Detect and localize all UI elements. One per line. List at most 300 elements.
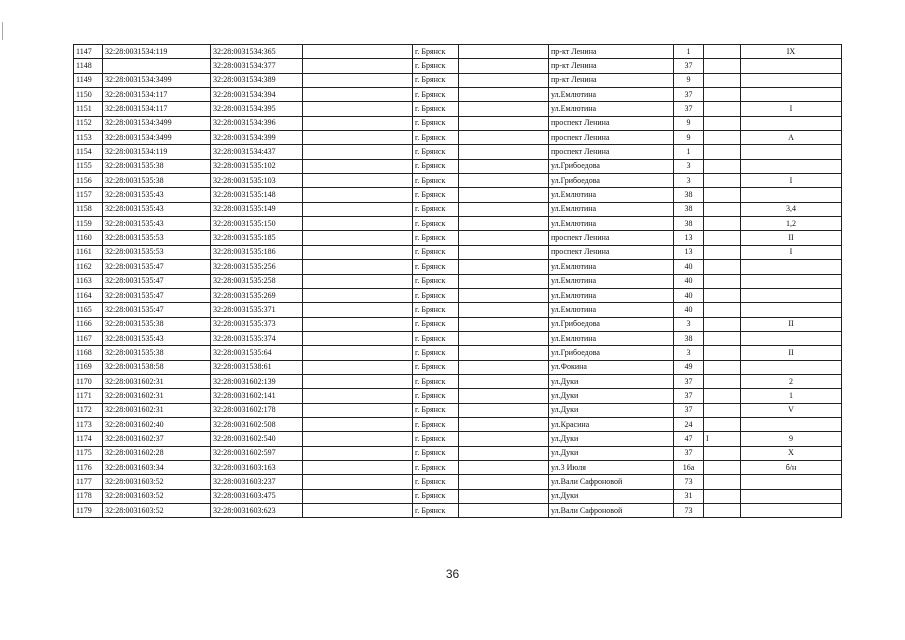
city-cell: г. Брянск xyxy=(413,475,459,489)
premises-number-cell xyxy=(741,188,842,202)
parent-cadastral-number-cell: 32:28:0031535:38 xyxy=(103,159,211,173)
empty-cell xyxy=(459,73,549,87)
record-number-cell: 1152 xyxy=(74,116,103,130)
parent-cadastral-number-cell: 32:28:0031534:117 xyxy=(103,102,211,116)
building-cell xyxy=(704,331,741,345)
table-row xyxy=(74,504,842,518)
record-number-cell: 1175 xyxy=(74,446,103,460)
record-number-cell: 1161 xyxy=(74,245,103,259)
house-number-cell: 37 xyxy=(674,59,704,73)
building-cell xyxy=(704,88,741,102)
table-row xyxy=(74,45,842,59)
premises-number-cell xyxy=(741,73,842,87)
empty-cell xyxy=(303,346,413,360)
empty-cell xyxy=(303,131,413,145)
house-number-cell: 1 xyxy=(674,45,704,59)
table-row xyxy=(74,159,842,173)
city-cell: г. Брянск xyxy=(413,432,459,446)
premises-number-cell xyxy=(741,116,842,130)
table-row xyxy=(74,73,842,87)
record-number-cell: 1167 xyxy=(74,331,103,345)
premises-number-cell: 3,4 xyxy=(741,202,842,216)
premises-number-cell xyxy=(741,288,842,302)
parent-cadastral-number-cell: 32:28:0031538:58 xyxy=(103,360,211,374)
empty-cell xyxy=(303,331,413,345)
empty-cell xyxy=(303,260,413,274)
building-cell xyxy=(704,45,741,59)
premises-number-cell: 1,2 xyxy=(741,217,842,231)
house-number-cell: 13 xyxy=(674,245,704,259)
empty-cell xyxy=(459,331,549,345)
building-cell xyxy=(704,374,741,388)
record-number-cell: 1149 xyxy=(74,73,103,87)
empty-cell xyxy=(459,460,549,474)
parent-cadastral-number-cell: 32:28:0031602:28 xyxy=(103,446,211,460)
empty-cell xyxy=(459,231,549,245)
premises-number-cell: II xyxy=(741,317,842,331)
street-cell: ул.Дуки xyxy=(549,432,674,446)
table-row xyxy=(74,59,842,73)
city-cell: г. Брянск xyxy=(413,116,459,130)
house-number-cell: 38 xyxy=(674,188,704,202)
street-cell: ул.Грибоедова xyxy=(549,317,674,331)
building-cell xyxy=(704,446,741,460)
record-number-cell: 1157 xyxy=(74,188,103,202)
empty-cell xyxy=(303,188,413,202)
city-cell: г. Брянск xyxy=(413,460,459,474)
parent-cadastral-number-cell: 32:28:0031603:52 xyxy=(103,475,211,489)
parent-cadastral-number-cell: 32:28:0031534:3499 xyxy=(103,73,211,87)
building-cell xyxy=(704,145,741,159)
street-cell: ул.Емлютина xyxy=(549,188,674,202)
record-number-cell: 1168 xyxy=(74,346,103,360)
parent-cadastral-number-cell: 32:28:0031535:43 xyxy=(103,331,211,345)
premises-number-cell: II xyxy=(741,346,842,360)
house-number-cell: 9 xyxy=(674,116,704,130)
city-cell: г. Брянск xyxy=(413,145,459,159)
parent-cadastral-number-cell xyxy=(103,59,211,73)
parent-cadastral-number-cell: 32:28:0031603:34 xyxy=(103,460,211,474)
house-number-cell: 37 xyxy=(674,389,704,403)
parent-cadastral-number-cell: 32:28:0031534:117 xyxy=(103,88,211,102)
street-cell: пр-кт Ленина xyxy=(549,59,674,73)
house-number-cell: 24 xyxy=(674,417,704,431)
cadastral-number-cell: 32:28:0031535:374 xyxy=(211,331,303,345)
empty-cell xyxy=(459,217,549,231)
parent-cadastral-number-cell: 32:28:0031602:31 xyxy=(103,403,211,417)
premises-number-cell: А xyxy=(741,131,842,145)
city-cell: г. Брянск xyxy=(413,102,459,116)
record-number-cell: 1147 xyxy=(74,45,103,59)
parent-cadastral-number-cell: 32:28:0031535:47 xyxy=(103,303,211,317)
premises-number-cell xyxy=(741,504,842,518)
premises-number-cell xyxy=(741,489,842,503)
street-cell: ул.Дуки xyxy=(549,403,674,417)
street-cell: ул.Дуки xyxy=(549,446,674,460)
city-cell: г. Брянск xyxy=(413,303,459,317)
empty-cell xyxy=(459,446,549,460)
empty-cell xyxy=(459,360,549,374)
table-row xyxy=(74,188,842,202)
building-cell xyxy=(704,188,741,202)
building-cell xyxy=(704,403,741,417)
empty-cell xyxy=(303,102,413,116)
parent-cadastral-number-cell: 32:28:0031535:38 xyxy=(103,317,211,331)
empty-cell xyxy=(303,303,413,317)
table-row xyxy=(74,131,842,145)
cadastral-number-cell: 32:28:0031602:178 xyxy=(211,403,303,417)
house-number-cell: 3 xyxy=(674,346,704,360)
cadastral-number-cell: 32:28:0031535:186 xyxy=(211,245,303,259)
street-cell: ул.Дуки xyxy=(549,489,674,503)
cadastral-number-cell: 32:28:0031603:623 xyxy=(211,504,303,518)
premises-number-cell xyxy=(741,260,842,274)
street-cell: ул.Емлютина xyxy=(549,274,674,288)
premises-number-cell: 2 xyxy=(741,374,842,388)
street-cell: ул.Красина xyxy=(549,417,674,431)
cadastral-number-cell: 32:28:0031535:102 xyxy=(211,159,303,173)
building-cell xyxy=(704,417,741,431)
empty-cell xyxy=(459,159,549,173)
empty-cell xyxy=(303,403,413,417)
table-row xyxy=(74,417,842,431)
record-number-cell: 1160 xyxy=(74,231,103,245)
empty-cell xyxy=(459,202,549,216)
record-number-cell: 1173 xyxy=(74,417,103,431)
table-row xyxy=(74,489,842,503)
table-body xyxy=(74,45,842,518)
record-number-cell: 1154 xyxy=(74,145,103,159)
city-cell: г. Брянск xyxy=(413,288,459,302)
record-number-cell: 1172 xyxy=(74,403,103,417)
cadastral-number-cell: 32:28:0031535:256 xyxy=(211,260,303,274)
empty-cell xyxy=(459,116,549,130)
record-number-cell: 1171 xyxy=(74,389,103,403)
street-cell: ул.Емлютина xyxy=(549,303,674,317)
building-cell xyxy=(704,317,741,331)
house-number-cell: 16а xyxy=(674,460,704,474)
house-number-cell: 9 xyxy=(674,73,704,87)
building-cell xyxy=(704,202,741,216)
street-cell: ул.Фокина xyxy=(549,360,674,374)
building-cell xyxy=(704,59,741,73)
premises-number-cell: X xyxy=(741,446,842,460)
house-number-cell: 73 xyxy=(674,504,704,518)
record-number-cell: 1179 xyxy=(74,504,103,518)
parent-cadastral-number-cell: 32:28:0031535:53 xyxy=(103,231,211,245)
empty-cell xyxy=(459,59,549,73)
empty-cell xyxy=(303,145,413,159)
house-number-cell: 37 xyxy=(674,88,704,102)
record-number-cell: 1165 xyxy=(74,303,103,317)
premises-number-cell xyxy=(741,417,842,431)
house-number-cell: 40 xyxy=(674,288,704,302)
empty-cell xyxy=(303,159,413,173)
empty-cell xyxy=(459,374,549,388)
cadastral-number-cell: 32:28:0031534:437 xyxy=(211,145,303,159)
parent-cadastral-number-cell: 32:28:0031535:43 xyxy=(103,188,211,202)
city-cell: г. Брянск xyxy=(413,504,459,518)
table-row xyxy=(74,102,842,116)
city-cell: г. Брянск xyxy=(413,346,459,360)
record-number-cell: 1148 xyxy=(74,59,103,73)
city-cell: г. Брянск xyxy=(413,446,459,460)
cadastral-number-cell: 32:28:0031535:258 xyxy=(211,274,303,288)
empty-cell xyxy=(459,489,549,503)
city-cell: г. Брянск xyxy=(413,331,459,345)
table-row xyxy=(74,403,842,417)
empty-cell xyxy=(459,188,549,202)
table-row xyxy=(74,475,842,489)
city-cell: г. Брянск xyxy=(413,245,459,259)
table-row xyxy=(74,446,842,460)
city-cell: г. Брянск xyxy=(413,489,459,503)
parent-cadastral-number-cell: 32:28:0031535:47 xyxy=(103,274,211,288)
city-cell: г. Брянск xyxy=(413,260,459,274)
parent-cadastral-number-cell: 32:28:0031535:53 xyxy=(103,245,211,259)
empty-cell xyxy=(303,432,413,446)
empty-cell xyxy=(459,88,549,102)
table-row xyxy=(74,217,842,231)
empty-cell xyxy=(459,403,549,417)
street-cell: ул.3 Июля xyxy=(549,460,674,474)
empty-cell xyxy=(459,45,549,59)
street-cell: ул.Грибоедова xyxy=(549,174,674,188)
building-cell xyxy=(704,116,741,130)
building-cell xyxy=(704,174,741,188)
street-cell: ул.Вали Сафроновой xyxy=(549,475,674,489)
street-cell: проспект Ленина xyxy=(549,116,674,130)
city-cell: г. Брянск xyxy=(413,159,459,173)
building-cell xyxy=(704,475,741,489)
building-cell xyxy=(704,274,741,288)
cadastral-number-cell: 32:28:0031602:597 xyxy=(211,446,303,460)
house-number-cell: 31 xyxy=(674,489,704,503)
building-cell xyxy=(704,260,741,274)
table-row xyxy=(74,389,842,403)
table-row xyxy=(74,288,842,302)
cadastral-number-cell: 32:28:0031535:185 xyxy=(211,231,303,245)
city-cell: г. Брянск xyxy=(413,374,459,388)
cadastral-number-cell: 32:28:0031535:150 xyxy=(211,217,303,231)
cadastral-number-cell: 32:28:0031534:399 xyxy=(211,131,303,145)
city-cell: г. Брянск xyxy=(413,274,459,288)
premises-number-cell: V xyxy=(741,403,842,417)
record-number-cell: 1169 xyxy=(74,360,103,374)
table-row xyxy=(74,460,842,474)
empty-cell xyxy=(303,88,413,102)
empty-cell xyxy=(303,417,413,431)
page-number: 36 xyxy=(445,567,460,581)
table-row xyxy=(74,317,842,331)
house-number-cell: 73 xyxy=(674,475,704,489)
house-number-cell: 40 xyxy=(674,274,704,288)
street-cell: ул.Емлютина xyxy=(549,288,674,302)
empty-cell xyxy=(303,317,413,331)
city-cell: г. Брянск xyxy=(413,188,459,202)
empty-cell xyxy=(303,274,413,288)
parent-cadastral-number-cell: 32:28:0031535:43 xyxy=(103,217,211,231)
parent-cadastral-number-cell: 32:28:0031535:38 xyxy=(103,174,211,188)
record-number-cell: 1156 xyxy=(74,174,103,188)
cadastral-number-cell: 32:28:0031603:237 xyxy=(211,475,303,489)
street-cell: ул.Дуки xyxy=(549,389,674,403)
empty-cell xyxy=(303,59,413,73)
street-cell: ул.Емлютина xyxy=(549,102,674,116)
parent-cadastral-number-cell: 32:28:0031535:43 xyxy=(103,202,211,216)
empty-cell xyxy=(303,116,413,130)
table-row xyxy=(74,260,842,274)
empty-cell xyxy=(303,460,413,474)
table-row xyxy=(74,174,842,188)
house-number-cell: 37 xyxy=(674,403,704,417)
premises-number-cell: I xyxy=(741,174,842,188)
street-cell: пр-кт Ленина xyxy=(549,73,674,87)
street-cell: ул.Емлютина xyxy=(549,331,674,345)
cadastral-number-cell: 32:28:0031534:389 xyxy=(211,73,303,87)
parent-cadastral-number-cell: 32:28:0031534:3499 xyxy=(103,131,211,145)
empty-cell xyxy=(459,245,549,259)
building-cell xyxy=(704,245,741,259)
cadastral-number-cell: 32:28:0031535:269 xyxy=(211,288,303,302)
table-row xyxy=(74,303,842,317)
house-number-cell: 40 xyxy=(674,260,704,274)
empty-cell xyxy=(459,504,549,518)
table-row xyxy=(74,360,842,374)
empty-cell xyxy=(459,131,549,145)
house-number-cell: 9 xyxy=(674,131,704,145)
premises-number-cell xyxy=(741,360,842,374)
parent-cadastral-number-cell: 32:28:0031603:52 xyxy=(103,504,211,518)
premises-number-cell xyxy=(741,59,842,73)
parent-cadastral-number-cell: 32:28:0031535:47 xyxy=(103,260,211,274)
empty-cell xyxy=(303,217,413,231)
cadastral-number-cell: 32:28:0031603:475 xyxy=(211,489,303,503)
empty-cell xyxy=(459,274,549,288)
house-number-cell: 37 xyxy=(674,374,704,388)
parent-cadastral-number-cell: 32:28:0031602:40 xyxy=(103,417,211,431)
house-number-cell: 47 xyxy=(674,432,704,446)
city-cell: г. Брянск xyxy=(413,45,459,59)
building-cell xyxy=(704,360,741,374)
table-row xyxy=(74,231,842,245)
record-number-cell: 1178 xyxy=(74,489,103,503)
record-number-cell: 1166 xyxy=(74,317,103,331)
premises-number-cell xyxy=(741,475,842,489)
building-cell xyxy=(704,159,741,173)
table-row xyxy=(74,88,842,102)
parent-cadastral-number-cell: 32:28:0031602:31 xyxy=(103,374,211,388)
street-cell: ул.Вали Сафроновой xyxy=(549,504,674,518)
building-cell: I xyxy=(704,432,741,446)
city-cell: г. Брянск xyxy=(413,389,459,403)
empty-cell xyxy=(303,360,413,374)
empty-cell xyxy=(303,475,413,489)
building-cell xyxy=(704,131,741,145)
empty-cell xyxy=(459,174,549,188)
street-cell: пр-кт Ленина xyxy=(549,45,674,59)
premises-number-cell xyxy=(741,303,842,317)
building-cell xyxy=(704,288,741,302)
house-number-cell: 40 xyxy=(674,303,704,317)
city-cell: г. Брянск xyxy=(413,231,459,245)
building-cell xyxy=(704,231,741,245)
table-row xyxy=(74,374,842,388)
house-number-cell: 3 xyxy=(674,174,704,188)
empty-cell xyxy=(459,346,549,360)
empty-cell xyxy=(303,174,413,188)
city-cell: г. Брянск xyxy=(413,360,459,374)
cadastral-number-cell: 32:28:0031602:508 xyxy=(211,417,303,431)
cadastral-number-cell: 32:28:0031535:373 xyxy=(211,317,303,331)
street-cell: ул.Емлютина xyxy=(549,217,674,231)
street-cell: ул.Емлютина xyxy=(549,202,674,216)
empty-cell xyxy=(459,317,549,331)
cadastral-number-cell: 32:28:0031534:395 xyxy=(211,102,303,116)
record-number-cell: 1151 xyxy=(74,102,103,116)
city-cell: г. Брянск xyxy=(413,217,459,231)
empty-cell xyxy=(303,446,413,460)
street-cell: ул.Емлютина xyxy=(549,260,674,274)
city-cell: г. Брянск xyxy=(413,317,459,331)
empty-cell xyxy=(459,288,549,302)
table-row xyxy=(74,346,842,360)
parent-cadastral-number-cell: 32:28:0031534:119 xyxy=(103,145,211,159)
cadastral-number-cell: 32:28:0031534:396 xyxy=(211,116,303,130)
table-row xyxy=(74,245,842,259)
street-cell: проспект Ленина xyxy=(549,145,674,159)
record-number-cell: 1153 xyxy=(74,131,103,145)
street-cell: ул.Дуки xyxy=(549,374,674,388)
city-cell: г. Брянск xyxy=(413,202,459,216)
record-number-cell: 1174 xyxy=(74,432,103,446)
parent-cadastral-number-cell: 32:28:0031535:38 xyxy=(103,346,211,360)
empty-cell xyxy=(459,432,549,446)
house-number-cell: 38 xyxy=(674,202,704,216)
premises-number-cell xyxy=(741,274,842,288)
cadastral-number-cell: 32:28:0031534:394 xyxy=(211,88,303,102)
cadastral-number-cell: 32:28:0031538:61 xyxy=(211,360,303,374)
building-cell xyxy=(704,102,741,116)
cadastral-number-cell: 32:28:0031535:64 xyxy=(211,346,303,360)
street-cell: проспект Ленина xyxy=(549,231,674,245)
street-cell: ул.Емлютина xyxy=(549,88,674,102)
premises-number-cell: IX xyxy=(741,45,842,59)
city-cell: г. Брянск xyxy=(413,174,459,188)
building-cell xyxy=(704,73,741,87)
cadastral-number-cell: 32:28:0031602:540 xyxy=(211,432,303,446)
record-number-cell: 1176 xyxy=(74,460,103,474)
street-cell: проспект Ленина xyxy=(549,245,674,259)
cadastral-number-cell: 32:28:0031534:377 xyxy=(211,59,303,73)
city-cell: г. Брянск xyxy=(413,73,459,87)
empty-cell xyxy=(303,504,413,518)
cadastral-number-cell: 32:28:0031535:103 xyxy=(211,174,303,188)
building-cell xyxy=(704,346,741,360)
empty-cell xyxy=(459,417,549,431)
parent-cadastral-number-cell: 32:28:0031602:31 xyxy=(103,389,211,403)
premises-number-cell: 1 xyxy=(741,389,842,403)
house-number-cell: 3 xyxy=(674,159,704,173)
premises-number-cell xyxy=(741,145,842,159)
scan-edge-mark xyxy=(2,22,3,40)
record-number-cell: 1155 xyxy=(74,159,103,173)
building-cell xyxy=(704,217,741,231)
parent-cadastral-number-cell: 32:28:0031602:37 xyxy=(103,432,211,446)
street-cell: проспект Ленина xyxy=(549,131,674,145)
premises-number-cell xyxy=(741,159,842,173)
empty-cell xyxy=(303,374,413,388)
